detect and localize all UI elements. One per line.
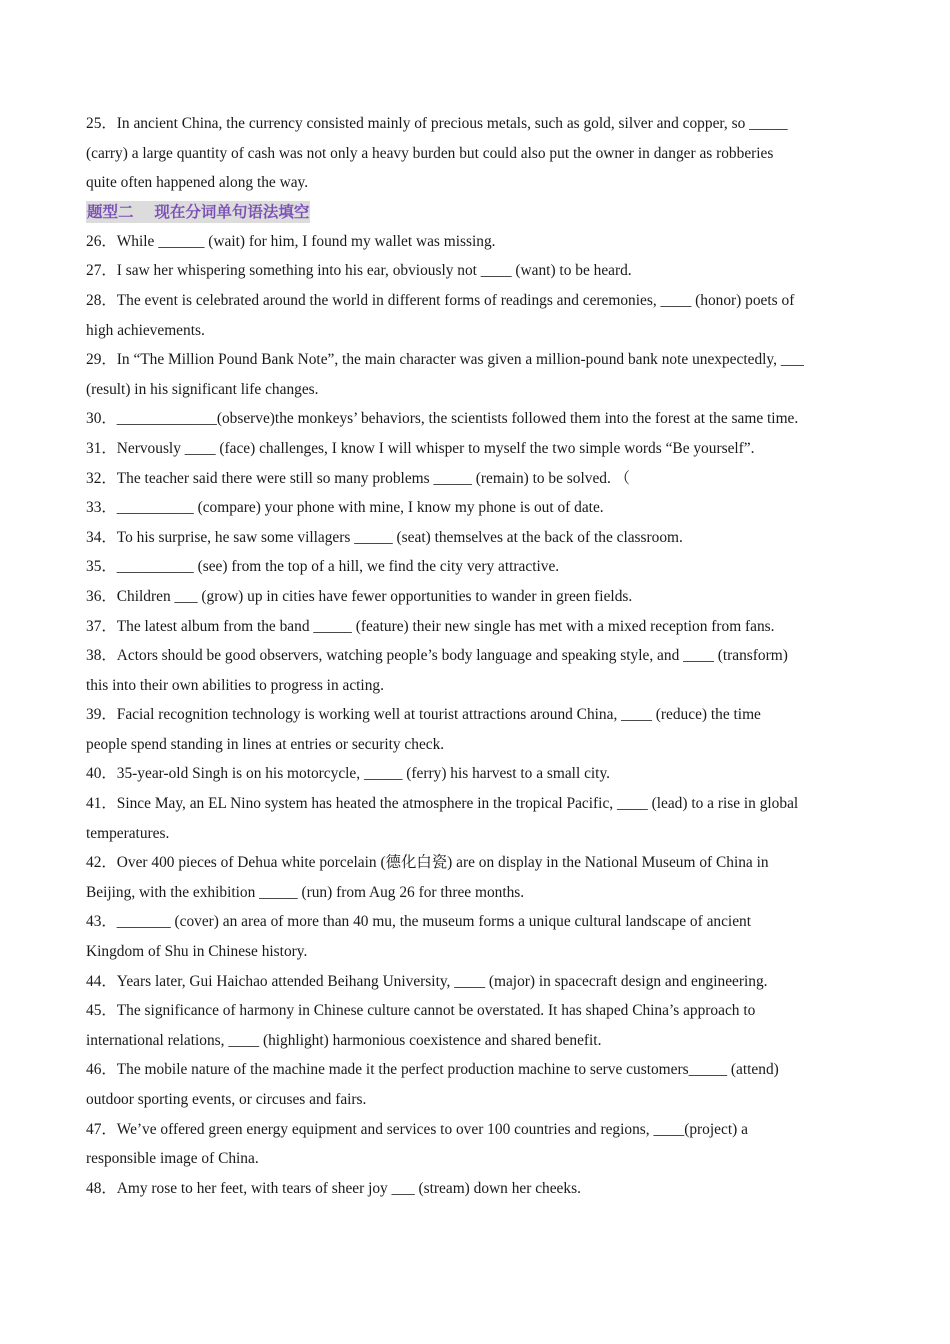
question-text: 42．Over 400 pieces of Dehua white porcelain (德化白瓷) are on display in the National Museum of China in	[86, 854, 769, 872]
question-text: 47．We’ve offered green energy equipment and services to over 100 countries and regions, ____(project) a	[86, 1120, 748, 1138]
question-37: 37．The latest album from the band _____ (feature) their new single has met with a mixed reception from fans.	[86, 617, 775, 635]
question-35: 35．__________ (see) from the top of a hill, we find the city very attractive.	[86, 558, 560, 576]
question-41	[86, 789, 866, 848]
question-45	[86, 996, 866, 1055]
question-text: 41．Since May, an EL Nino system has heated the atmosphere in the tropical Pacific, ____ (lead) to a rise in global	[86, 795, 799, 813]
question-43	[86, 907, 866, 966]
question-36: 36．Children ___ (grow) up in cities have fewer opportunities to wander in green fields.	[86, 587, 633, 605]
question-text: (result) in his significant life changes.	[86, 380, 319, 398]
question-46	[86, 1055, 866, 1114]
question-text: Beijing, with the exhibition _____ (run) from Aug 26 for three months.	[86, 883, 525, 901]
question-text: people spend standing in lines at entries or security check.	[86, 735, 445, 753]
question-text: 45．The significance of harmony in Chinese culture cannot be overstated. It has shaped China’s approach to	[86, 1002, 756, 1020]
question-34: 34．To his surprise, he saw some villagers _____ (seat) themselves at the back of the classroom.	[86, 528, 683, 546]
question-26: 26．While ______ (wait) for him, I found my wallet was missing.	[86, 232, 496, 250]
question-text: 25．In ancient China, the currency consisted mainly of precious metals, such as gold, silver and copper, so _____	[86, 115, 788, 132]
question-text: temperatures.	[86, 824, 170, 842]
section-heading: 题型二 现在分词单句语法填空	[87, 202, 310, 221]
question-text: 46．The mobile nature of the machine made it the perfect production machine to serve customers_____ (attend)	[86, 1061, 779, 1079]
question-48: 48．Amy rose to her feet, with tears of sheer joy ___ (stream) down her cheeks.	[86, 1179, 581, 1197]
question-27: 27．I saw her whispering something into his ear, obviously not ____ (want) to be heard.	[86, 262, 632, 280]
question-30: 30．_____________(observe)the monkeys’ behaviors, the scientists followed them into the forest at the same time.	[86, 410, 799, 428]
question-42	[86, 848, 866, 907]
question-32: 32．The teacher said there were still so many problems _____ (remain) to be solved. （	[86, 469, 631, 487]
question-text: 43．_______ (cover) an area of more than 40 mu, the museum forms a unique cultural landscape of ancient	[86, 913, 751, 931]
question-28	[86, 286, 866, 345]
question-text: 39．Facial recognition technology is working well at tourist attractions around China, ____ (reduce) the time	[86, 706, 761, 724]
document-page	[86, 109, 866, 1203]
question-text: Kingdom of Shu in Chinese history.	[86, 943, 308, 961]
question-text: this into their own abilities to progress in acting.	[86, 676, 384, 694]
question-47	[86, 1115, 866, 1174]
question-40: 40．35-year-old Singh is on his motorcycle, _____ (ferry) his harvest to a small city.	[86, 765, 611, 783]
question-text: high achievements.	[86, 321, 205, 339]
question-31: 31．Nervously ____ (face) challenges, I know I will whisper to myself the two simple words “Be yourself”.	[86, 439, 755, 457]
question-text: 28．The event is celebrated around the world in different forms of readings and ceremonies, ____ (honor) poets of	[86, 291, 795, 309]
question-text: responsible image of China.	[86, 1150, 259, 1168]
question-38	[86, 641, 866, 700]
question-33: 33．__________ (compare) your phone with mine, I know my phone is out of date.	[86, 499, 604, 517]
question-39	[86, 700, 866, 759]
question-text: quite often happened along the way.	[86, 174, 309, 192]
question-text: outdoor sporting events, or circuses and fairs.	[86, 1091, 367, 1108]
question-29	[86, 345, 866, 404]
question-text: 29．In “The Million Pound Bank Note”, the main character was given a million-pound bank note unexpectedly, ___	[86, 351, 804, 369]
question-25	[86, 109, 866, 198]
question-44: 44．Years later, Gui Haichao attended Beihang University, ____ (major) in spacecraft design and engineering.	[86, 972, 768, 990]
question-text: (carry) a large quantity of cash was not only a heavy burden but could also put the owner in danger as robberies	[86, 144, 774, 162]
question-text: 38．Actors should be good observers, watching people’s body language and speaking style, and ____ (transform)	[86, 647, 788, 665]
question-text: international relations, ____ (highlight) harmonious coexistence and shared benefit.	[86, 1031, 602, 1049]
